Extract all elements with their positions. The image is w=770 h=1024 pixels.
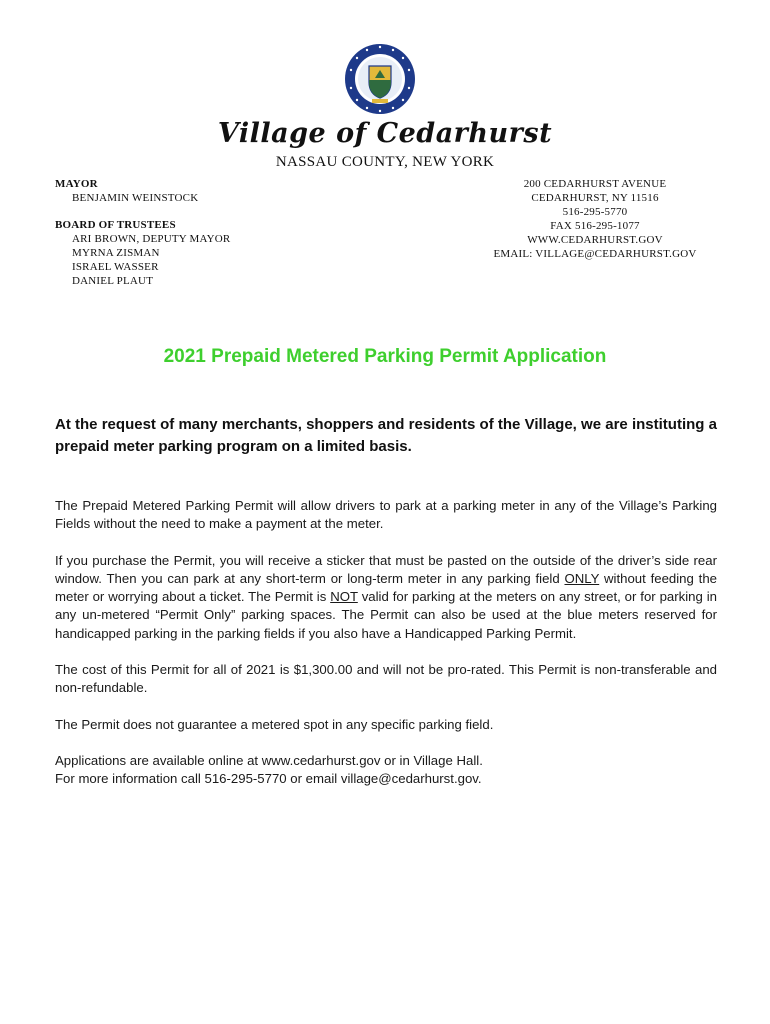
not-emphasis: NOT [330,589,358,605]
trustee-name: ARI BROWN, DEPUTY MAYOR [72,233,231,245]
paragraph-permit-usage [55,552,717,643]
body-text [55,497,717,807]
contact-line: For more information call 516-295-5770 or email village@cedarhurst.gov. [55,771,482,787]
officials-block [55,177,230,288]
paragraph-cost: The cost of this Permit for all of 2021 is $1,300.00 and will not be pro-rated. This Permit is non-transferable and non-refundable. [55,662,717,696]
applications-line: Applications are available online at www.cedarhurst.gov or in Village Hall. [55,752,483,768]
address-street: 200 CEDARHURST AVENUE [523,178,667,190]
intro-paragraph: At the request of many merchants, shoppers and residents of the Village, we are instituting a prepaid meter parking program on a limited basis. [55,416,717,455]
paragraph-contact [55,752,717,789]
mayor-name: BENJAMIN WEINSTOCK [72,192,199,204]
board-label: BOARD OF TRUSTEES [55,219,176,231]
village-seal-icon [343,42,417,116]
trustee-name: DANIEL PLAUT [72,275,154,287]
village-title: Village of Cedarhurst [217,118,553,149]
paragraph-permit-description: The Prepaid Metered Parking Permit will allow drivers to park at a parking meter in any of the Village’s Parking Fields without the need to make a payment at the meter. [55,498,717,532]
document-title: 2021 Prepaid Metered Parking Permit Application [163,346,607,367]
paragraph-no-guarantee: The Permit does not guarantee a metered spot in any specific parking field. [55,716,494,732]
address-email: EMAIL: VILLAGE@CEDARHURST.GOV [493,248,697,260]
address-block [480,177,710,261]
address-city: CEDARHURST, NY 11516 [531,192,659,204]
usage-text: valid for parking at the meters on any street, or for parking in any un-metered “Permit Only” parking spaces. The Permit can also be used at the blue meters reserved for handicapped parking in the parking fields if you also have a Handicapped Parking Permit. [55,589,717,641]
address-fax: FAX 516-295-1077 [550,220,640,232]
mayor-label: MAYOR [55,178,98,190]
only-emphasis: ONLY [564,570,600,586]
address-website: WWW.CEDARHURST.GOV [527,234,663,246]
county-subtitle: NASSAU COUNTY, NEW YORK [275,154,495,170]
trustee-name: MYRNA ZISMAN [72,247,160,259]
usage-text: If you purchase the Permit, you will receive a sticker that must be pasted on the outside of the driver’s side rear window. Then you can park at any short-term or long-term meter in any parking field [55,552,717,586]
address-phone: 516-295-5770 [562,206,628,218]
usage-text: without feeding the meter or worrying about a ticket. The Permit is [55,570,717,605]
trustee-name: ISRAEL WASSER [72,261,159,273]
